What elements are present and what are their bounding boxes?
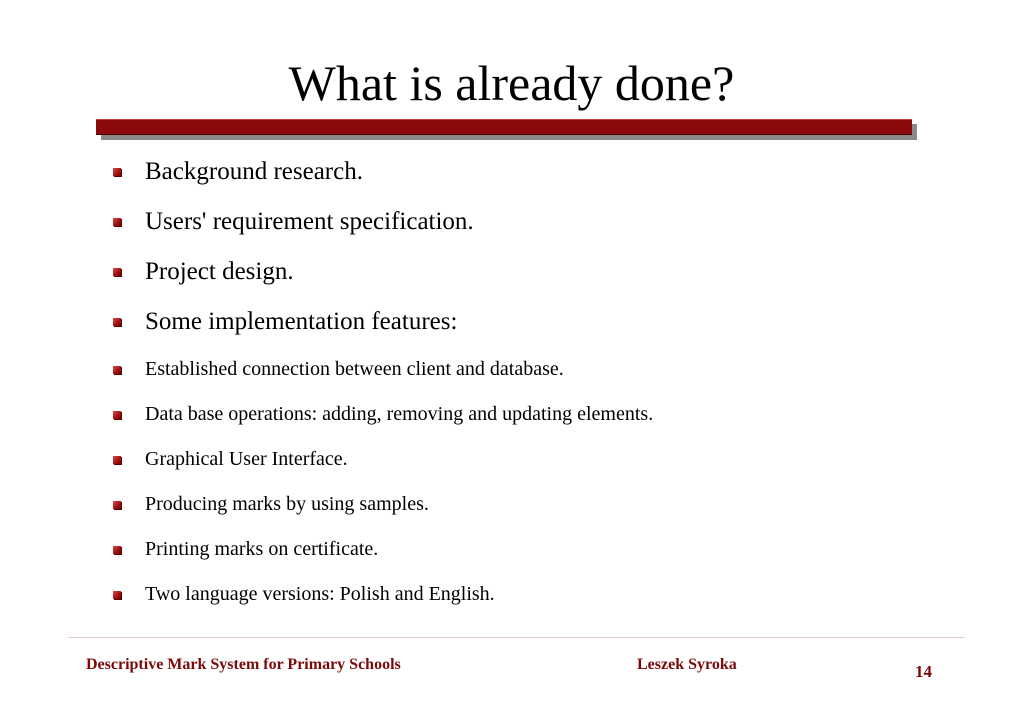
bullet-icon bbox=[113, 268, 121, 276]
bullet-icon bbox=[113, 546, 121, 554]
footer-author: Leszek Syroka bbox=[637, 656, 737, 673]
list-item-text: Printing marks on certificate. bbox=[145, 538, 379, 560]
list-item bbox=[113, 448, 348, 471]
bullet-icon bbox=[113, 366, 121, 374]
list-item-text: Background research. bbox=[145, 158, 363, 185]
list-item bbox=[113, 493, 429, 516]
bullet-icon bbox=[113, 456, 121, 464]
list-item bbox=[113, 538, 378, 561]
bullet-icon bbox=[113, 168, 121, 176]
list-item bbox=[113, 158, 363, 186]
list-item-text: Users' requirement specification. bbox=[145, 208, 474, 235]
footer-divider bbox=[68, 637, 965, 638]
bullet-icon bbox=[113, 411, 121, 419]
list-item bbox=[113, 358, 564, 381]
list-item-text: Established connection between client and database. bbox=[145, 358, 564, 380]
slide-title: What is already done? bbox=[288, 55, 735, 111]
list-item bbox=[113, 258, 294, 286]
list-item-text: Some implementation features: bbox=[145, 308, 458, 335]
bullet-icon bbox=[113, 501, 121, 509]
list-item bbox=[113, 403, 653, 426]
bullet-icon bbox=[113, 318, 121, 326]
bullet-icon bbox=[113, 591, 121, 599]
page-number: 14 bbox=[915, 662, 932, 681]
list-item bbox=[113, 208, 474, 236]
bullet-icon bbox=[113, 218, 121, 226]
list-item-text: Project design. bbox=[145, 258, 294, 285]
list-item bbox=[113, 308, 457, 336]
list-item bbox=[113, 583, 495, 606]
list-item-text: Producing marks by using samples. bbox=[145, 493, 429, 515]
list-item-text: Two language versions: Polish and English. bbox=[145, 583, 495, 605]
list-item-text: Data base operations: adding, removing and updating elements. bbox=[145, 403, 654, 425]
list-item-text: Graphical User Interface. bbox=[145, 448, 348, 470]
footer-project-title: Descriptive Mark System for Primary Schools bbox=[86, 656, 401, 673]
